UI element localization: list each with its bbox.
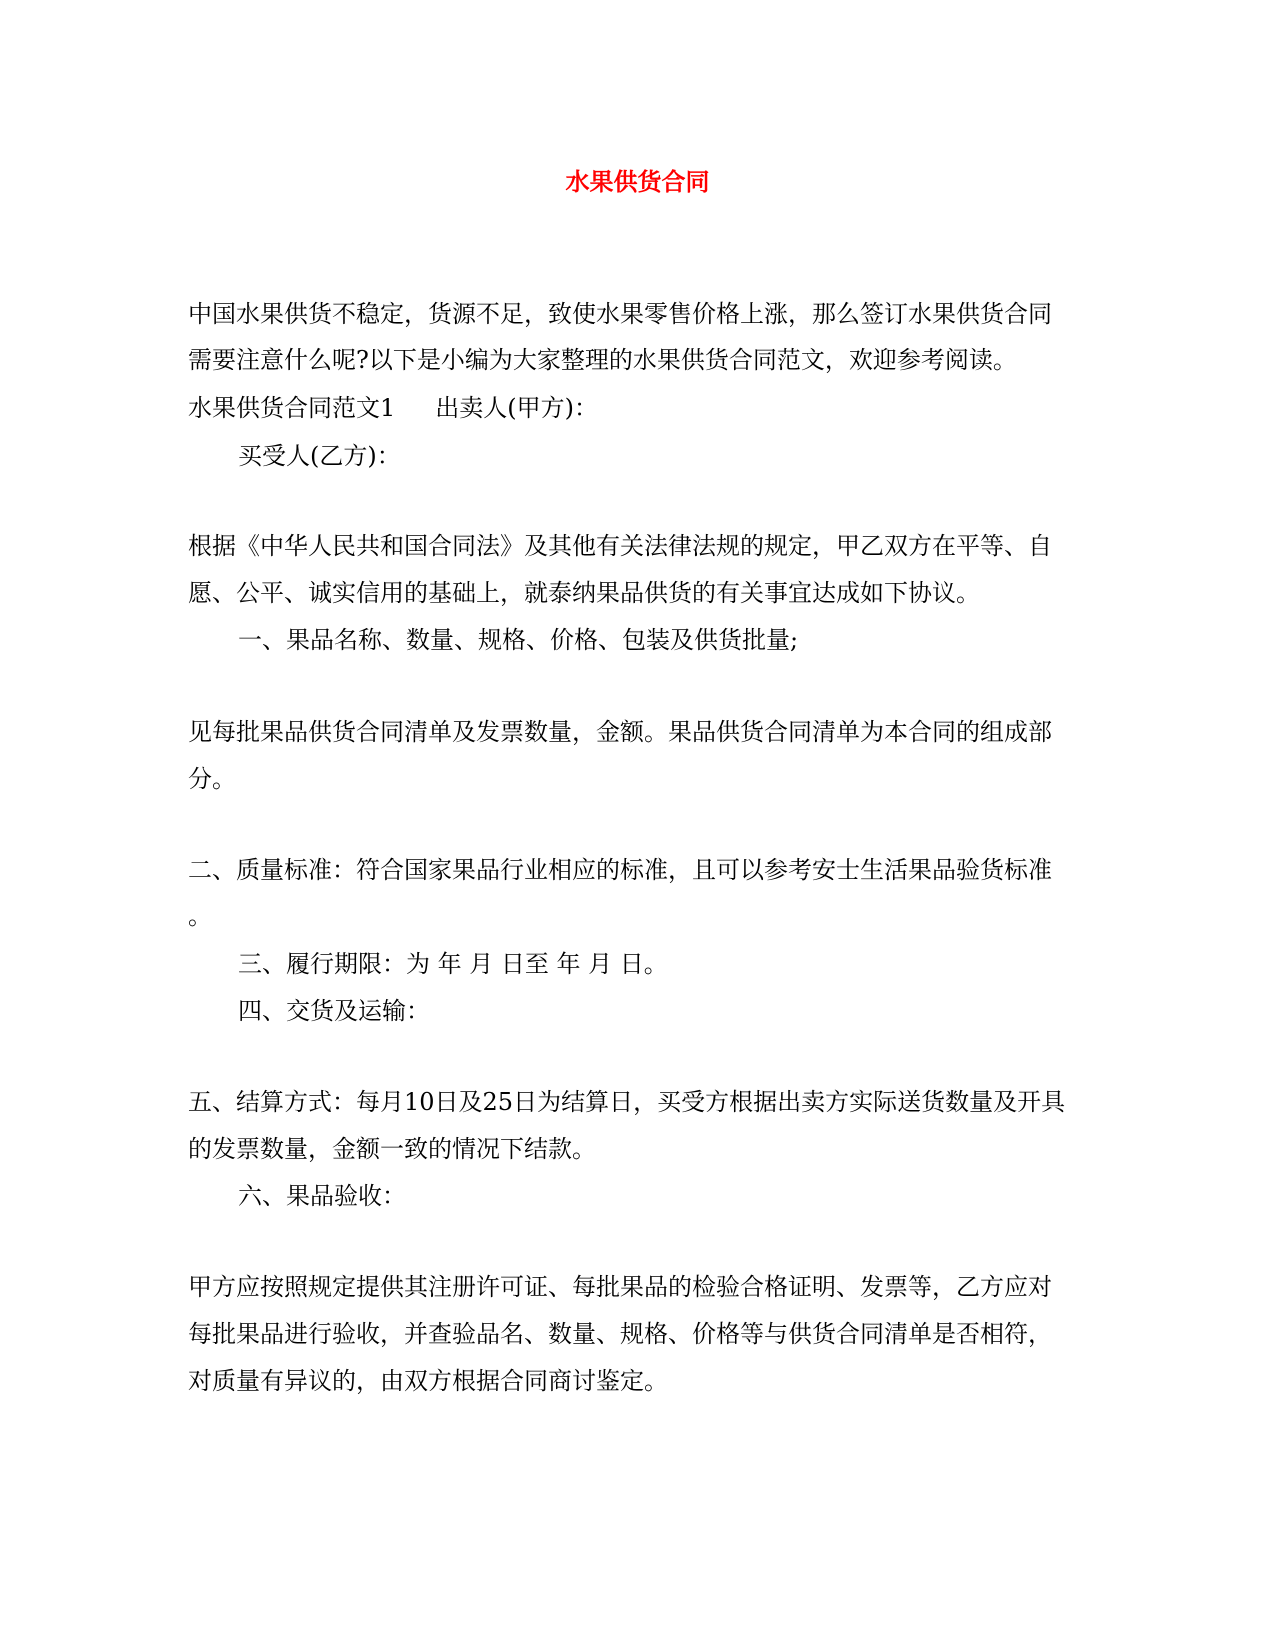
buyer-label: 买受人(乙方)： [238,442,401,470]
seller-label: 出卖人(甲方)： [435,394,599,422]
sample-heading-line [188,392,598,424]
clause-5-line-2: 的发票数量，金额一致的情况下结款。 [188,1135,596,1163]
clause-6-heading: 六、果品验收： [238,1182,406,1210]
clause-2-line-2: 。 [188,902,212,930]
clause-4: 四、交货及运输： [238,997,430,1025]
clause-1-heading: 一、果品名称、数量、规格、价格、包装及供货批量; [238,626,799,654]
clause-6-text-line-1: 甲方应按照规定提供其注册许可证、每批果品的检验合格证明、发票等，乙方应对 [188,1273,1052,1301]
clause-6-text-line-2: 每批果品进行验收，并查验品名、数量、规格、价格等与供货合同清单是否相符， [188,1320,1052,1348]
clause-5-line-1: 五、结算方式：每月10日及25日为结算日，买受方根据出卖方实际送货数量及开具 [188,1088,1066,1116]
sample-heading: 水果供货合同范文1 [188,394,396,422]
clause-1-text-line-2: 分。 [188,765,236,793]
clause-6-text-line-3: 对质量有异议的，由双方根据合同商讨鉴定。 [188,1367,668,1395]
clause-1-text-line-1: 见每批果品供货合同清单及发票数量，金额。果品供货合同清单为本合同的组成部 [188,718,1052,746]
preamble-line-2: 愿、公平、诚实信用的基础上，就泰纳果品供货的有关事宜达成如下协议。 [188,579,980,607]
clause-2-line-1: 二、质量标准：符合国家果品行业相应的标准，且可以参考安士生活果品验货标准 [188,856,1052,884]
intro-line-1: 中国水果供货不稳定，货源不足，致使水果零售价格上涨，那么签订水果供货合同 [188,300,1052,328]
preamble-line-1: 根据《中华人民共和国合同法》及其他有关法律法规的规定，甲乙双方在平等、自 [188,532,1052,560]
intro-line-2: 需要注意什么呢?以下是小编为大家整理的水果供货合同范文，欢迎参考阅读。 [188,346,1017,374]
document-title: 水果供货合同 [565,167,710,196]
clause-3: 三、履行期限：为 年 月 日至 年 月 日。 [238,950,668,978]
